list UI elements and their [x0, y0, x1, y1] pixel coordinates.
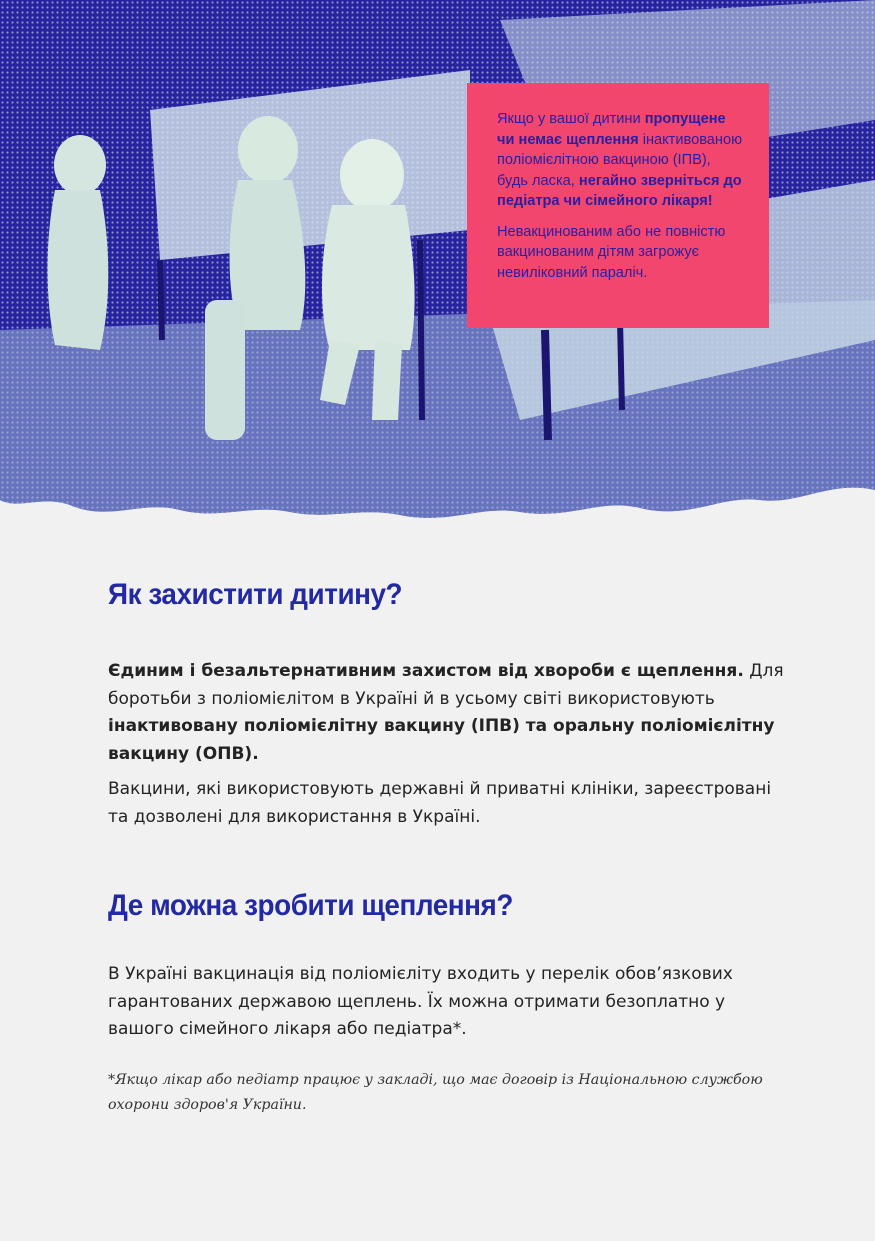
main-content	[108, 578, 788, 1118]
callout-paralysis-text: Невакцинованим або не повністю вакцинованим дітям загрожує невиліковний параліч.	[497, 223, 726, 281]
footnote: *Якщо лікар або педіатр працює у закладі, що має договір із Національною службою охорони здоров'я України.	[108, 1071, 763, 1113]
where-paragraph: В Україні вакцинація від поліомієліту входить у перелік обов’язкових гарантованих державою щеплень. Їх можна отримати безоплатно у вашого сімейного лікаря або педіатра*.	[108, 964, 733, 1039]
vaccines-paragraph: Вакцини, які використовують державні й приватні клініки, зареєстровані та дозволені для використання в Україні.	[108, 779, 772, 827]
heading-how-to-protect: Як захистити дитину?	[108, 578, 403, 611]
warning-callout	[467, 83, 769, 328]
callout-warning-text: Якщо у вашої дитини пропущене чи немає щеплення інактивованою поліомієлітною вакциною (ІПВ), будь ласка, негайно зверніться до педіатра чи сімейного лікаря!	[497, 111, 743, 209]
heading-where-to-vaccinate: Де можна зробити щеплення?	[108, 889, 513, 922]
protection-paragraph: Єдиним і безальтернативним захистом від хвороби є щеплення. Для боротьби з поліомієлітом в Україні й в усьому світі використовують інактивовану поліомієлітну вакцину (ІПВ) та оральну поліомієлітну вакцину (ОПВ).	[108, 661, 784, 764]
